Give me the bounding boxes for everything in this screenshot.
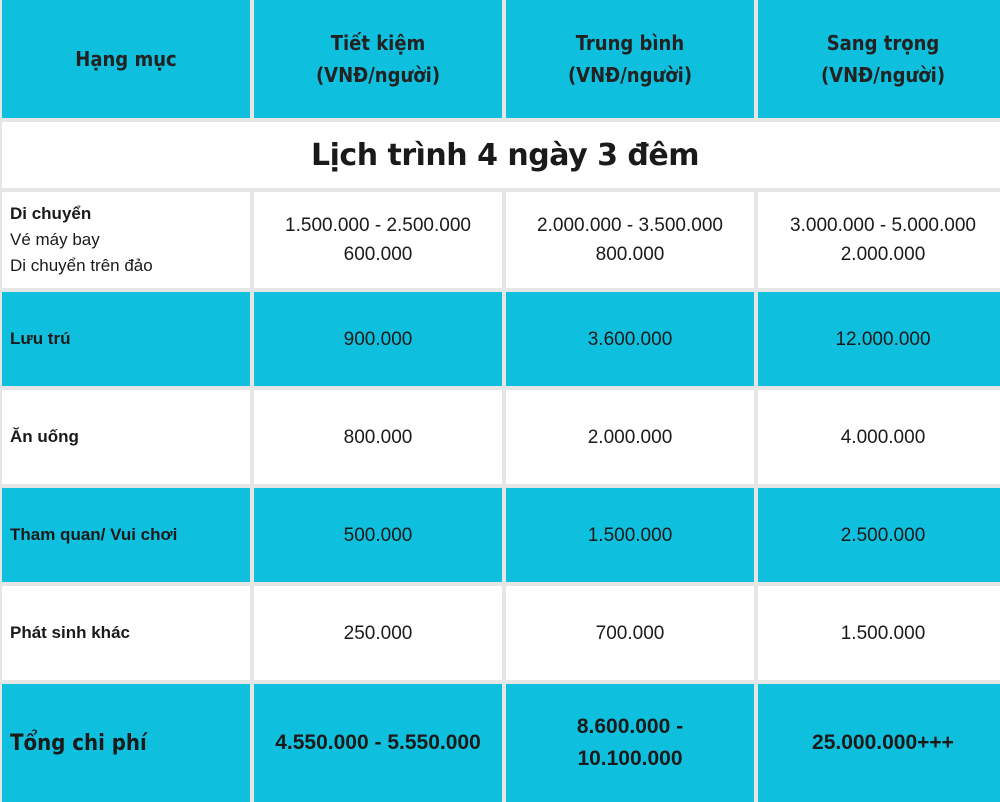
- total-mid: [506, 684, 754, 802]
- row-transport-mid: [506, 192, 754, 288]
- cell-value: 2.000.000 - 3.500.000: [537, 215, 723, 236]
- row-accommodation-luxury: 12.000.000: [758, 292, 1000, 386]
- header-mid-unit: (VNĐ/người): [567, 63, 693, 87]
- total-label: Tổng chi phí: [2, 684, 250, 802]
- row-accommodation-budget: 900.000: [254, 292, 502, 386]
- total-luxury: 25.000.000+++: [758, 684, 1000, 802]
- row-sightseeing-budget: 500.000: [254, 488, 502, 582]
- row-accommodation-label: Lưu trú: [2, 292, 250, 386]
- header-luxury: [758, 0, 1000, 118]
- header-mid: [506, 0, 754, 118]
- row-food-mid: 2.000.000: [506, 390, 754, 484]
- total-mid-line2: 10.100.000: [577, 747, 683, 770]
- header-budget: [254, 0, 502, 118]
- row-misc-mid: 700.000: [506, 586, 754, 680]
- row-transport-luxury: [758, 192, 1000, 288]
- row-sightseeing-mid: 1.500.000: [506, 488, 754, 582]
- header-budget-label: Tiết kiệm: [330, 31, 426, 55]
- total-mid-line1: 8.600.000 -: [576, 715, 684, 738]
- total-budget: 4.550.000 - 5.550.000: [254, 684, 502, 802]
- header-category: [2, 0, 250, 118]
- header-luxury-unit: (VNĐ/người): [820, 63, 946, 87]
- itinerary-title: Lịch trình 4 ngày 3 đêm: [2, 122, 1000, 188]
- cell-value: 3.000.000 - 5.000.000: [790, 215, 976, 236]
- cell-value: 800.000: [595, 244, 665, 265]
- header-budget-unit: (VNĐ/người): [315, 63, 441, 87]
- row-misc-budget: 250.000: [254, 586, 502, 680]
- header-luxury-label: Sang trọng: [826, 31, 940, 55]
- row-sightseeing-label: Tham quan/ Vui chơi: [2, 488, 250, 582]
- row-sightseeing-luxury: 2.500.000: [758, 488, 1000, 582]
- row-food-budget: 800.000: [254, 390, 502, 484]
- row-transport-sub-island: Di chuyển trên đảo: [10, 256, 153, 275]
- row-misc-label: Phát sinh khác: [2, 586, 250, 680]
- row-transport-budget: [254, 192, 502, 288]
- header-category-label: Hạng mục: [75, 47, 177, 71]
- row-accommodation-mid: 3.600.000: [506, 292, 754, 386]
- row-transport-title: Di chuyển: [10, 204, 92, 223]
- row-transport-label: [2, 192, 250, 288]
- cell-value: 2.000.000: [840, 244, 926, 265]
- cell-value: 600.000: [343, 244, 413, 265]
- row-transport-sub-flight: Vé máy bay: [10, 230, 100, 249]
- row-food-luxury: 4.000.000: [758, 390, 1000, 484]
- header-mid-label: Trung bình: [575, 31, 685, 55]
- cell-value: 1.500.000 - 2.500.000: [285, 215, 471, 236]
- row-food-label: Ăn uống: [2, 390, 250, 484]
- row-misc-luxury: 1.500.000: [758, 586, 1000, 680]
